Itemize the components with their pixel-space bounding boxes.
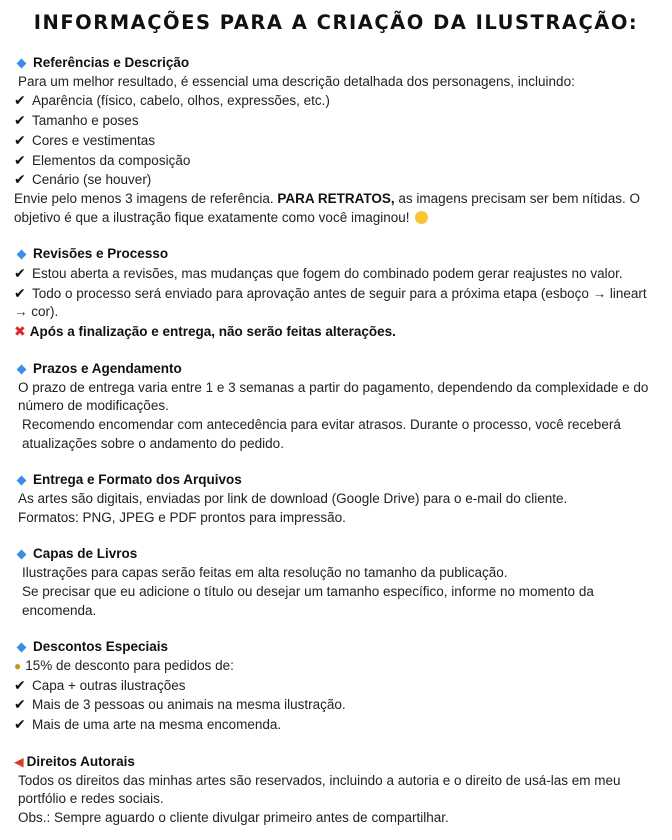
heading-text: Prazos e Agendamento (33, 360, 182, 376)
section-heading (14, 360, 658, 379)
section-heading (14, 753, 658, 772)
heading-text: Descontos Especiais (33, 639, 169, 655)
money-bag-icon: ● (14, 658, 22, 673)
section-heading (14, 54, 658, 73)
list-item: ✔ Aparência (físico, cabelo, olhos, expressões, etc.) (14, 92, 330, 109)
section-revisoes (14, 245, 658, 342)
section-entrega (14, 471, 658, 527)
paragraph: Formatos: PNG, JPEG e PDF prontos para impressão. (18, 509, 346, 525)
heading-text: Capas de Livros (33, 546, 138, 562)
blue-diamond-icon (17, 643, 27, 653)
section-prazos (14, 360, 658, 454)
checkmark-icon: ✔ (14, 171, 26, 188)
checkmark-icon: ✔ (14, 676, 26, 693)
heading-text: Referências e Descrição (33, 55, 190, 70)
intro-text: Para um melhor resultado, é essencial uma descrição detalhada dos personagens, incluindo: (18, 73, 575, 89)
section-referencias (14, 54, 658, 227)
paragraph: Ilustrações para capas serão feitas em alta resolução no tamanho da publicação. (22, 565, 508, 581)
list-item: ✔ Capa + outras ilustrações (14, 676, 186, 693)
blue-diamond-icon (17, 364, 27, 374)
section-direitos (14, 753, 658, 828)
warning-text: ✖ Após a finalização e entrega, não serão feitas alterações. (14, 323, 396, 340)
section-capas (14, 545, 658, 620)
section-heading (14, 638, 658, 657)
checkmark-icon: ✔ (14, 151, 26, 168)
section-descontos (14, 638, 658, 735)
blue-diamond-icon (17, 550, 27, 560)
list-item: ✔ Elementos da composição (14, 151, 191, 168)
smile-icon (415, 211, 428, 224)
paragraph: As artes são digitais, enviadas por link de download (Google Drive) para o e-mail do cliente. (18, 491, 568, 507)
checkmark-icon: ✔ (14, 131, 26, 148)
paragraph: Todos os direitos das minhas artes são reservados, incluindo a autoria e o direito de usá-las em meu portfólio e redes sociais. (18, 772, 621, 807)
heading-text: Direitos Autorais (26, 753, 135, 769)
paragraph: Recomendo encomendar com antecedência para evitar atrasos. Durante o processo, você receberá atualizações sobre o andamento do pedido. (22, 416, 621, 451)
list-item: ✔ Todo o processo será enviado para aprovação antes de seguir para a próxima etapa (esboço → lineart → cor). (14, 284, 647, 320)
list-item: ✔ Mais de 3 pessoas ou animais na mesma ilustração. (14, 696, 346, 713)
list-item: ✔ Cenário (se houver) (14, 171, 152, 188)
megaphone-icon: ◀ (14, 755, 24, 770)
paragraph: Obs.: Sempre aguardo o cliente divulgar primeiro antes de compartilhar. (18, 809, 449, 825)
heading-text: Entrega e Formato dos Arquivos (33, 472, 242, 488)
paragraph: O prazo de entrega varia entre 1 e 3 semanas a partir do pagamento, dependendo da complexidade e do número de modificações. (18, 379, 649, 414)
section-heading (14, 245, 658, 264)
checkmark-icon: ✔ (14, 92, 26, 109)
page-title: INFORMAÇÕES PARA A CRIAÇÃO DA ILUSTRAÇÃO: (33, 11, 639, 34)
section-heading (14, 545, 658, 564)
cross-icon: ✖ (14, 323, 26, 340)
heading-text: Revisões e Processo (33, 246, 169, 262)
checkmark-icon: ✔ (14, 265, 26, 282)
list-item: ✔ Estou aberta a revisões, mas mudanças que fogem do combinado podem gerar reajustes no valor. (14, 265, 623, 282)
section-heading (14, 471, 658, 490)
blue-diamond-icon (17, 58, 27, 68)
reference-note: Envie pelo menos 3 imagens de referência. PARA RETRATOS, as imagens precisam ser bem nítidas. O objetivo é que a ilustração fique exatamente como você imaginou! (14, 190, 641, 225)
list-item: ✔ Mais de uma arte na mesma encomenda. (14, 716, 282, 733)
list-item: ✔ Tamanho e poses (14, 112, 139, 129)
paragraph: Se precisar que eu adicione o título ou desejar um tamanho específico, informe no momento da encomenda. (22, 583, 594, 618)
checkmark-icon: ✔ (14, 716, 26, 733)
checkmark-icon: ✔ (14, 284, 26, 301)
checkmark-icon: ✔ (14, 112, 26, 129)
discount-intro: ● 15% de desconto para pedidos de: (14, 657, 658, 676)
blue-diamond-icon (17, 250, 27, 260)
blue-diamond-icon (17, 476, 27, 486)
list-item: ✔ Cores e vestimentas (14, 131, 156, 148)
checkmark-icon: ✔ (14, 696, 26, 713)
